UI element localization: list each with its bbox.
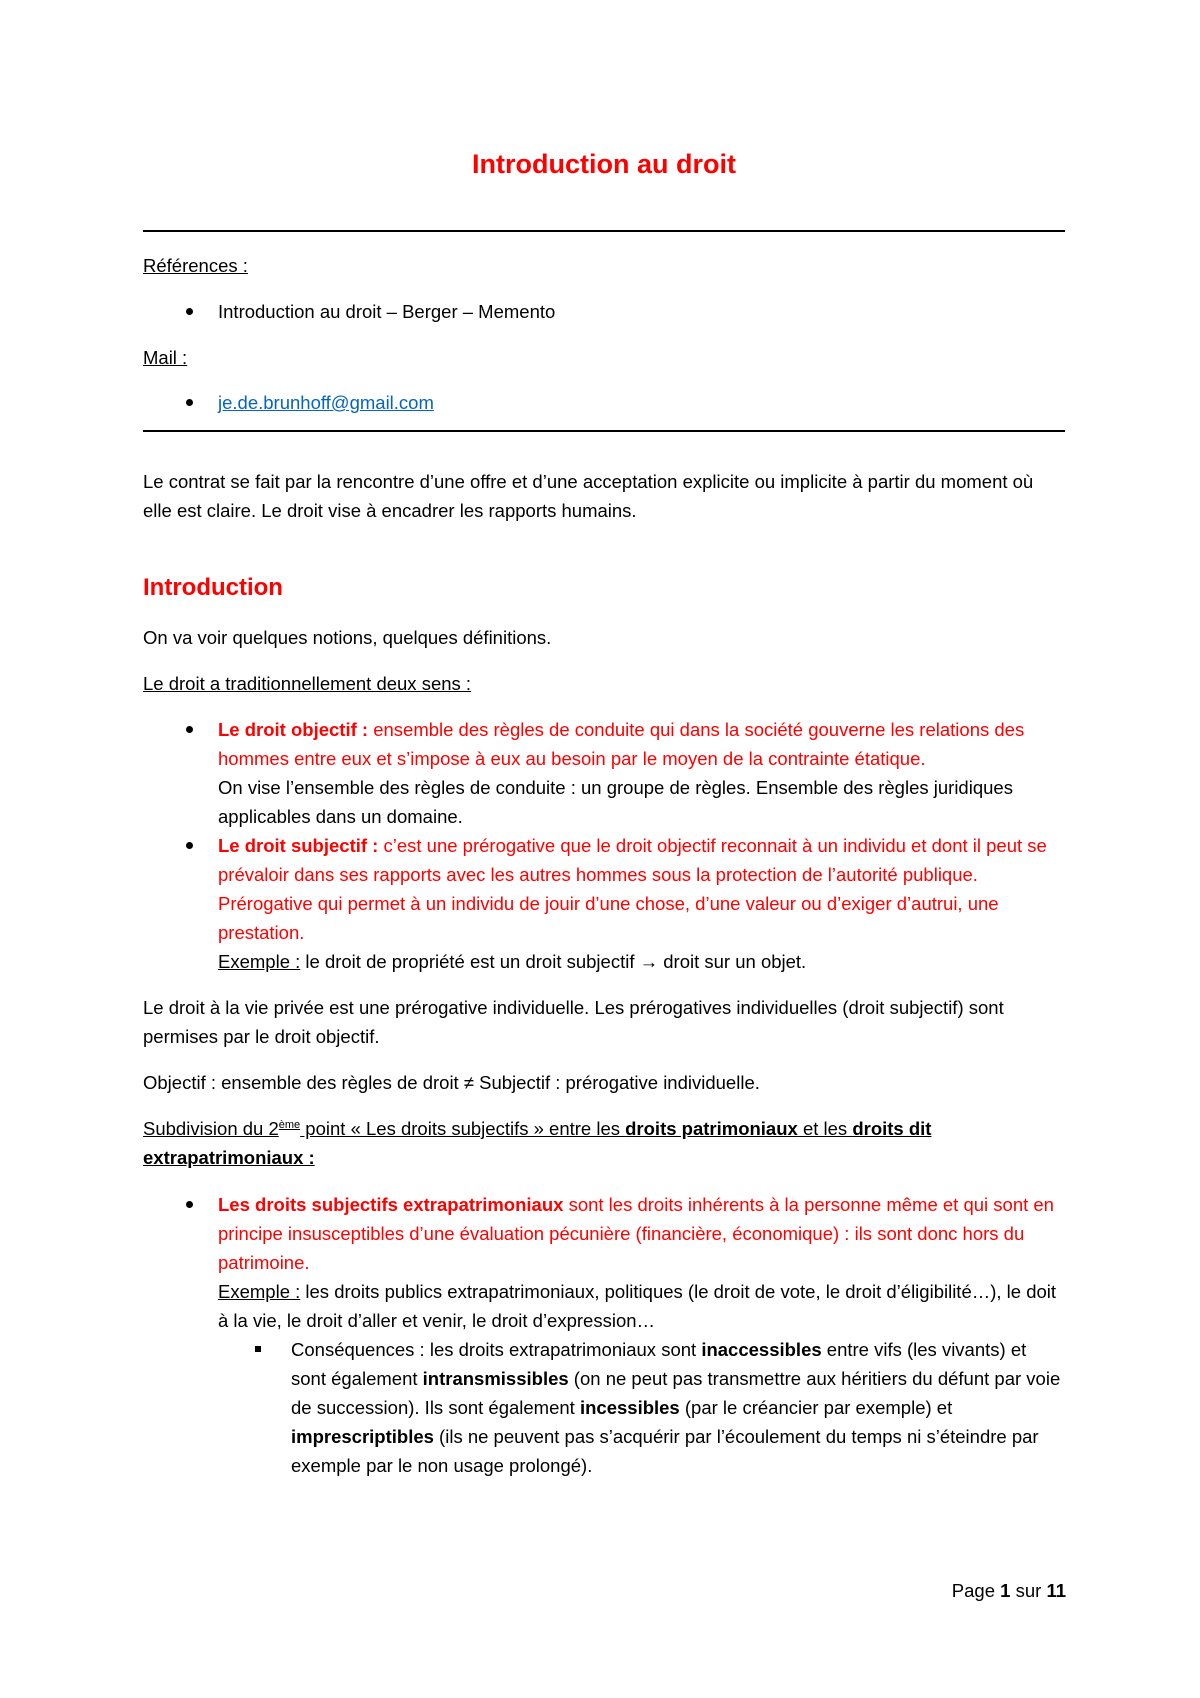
subdivision-sup: ème <box>278 1118 301 1131</box>
bullet-icon <box>186 842 193 849</box>
consequences-text <box>291 1335 1065 1480</box>
footer-of-word: sur <box>1015 1580 1042 1601</box>
subdivision-text-1: Subdivision du 2 <box>143 1118 279 1139</box>
square-bullet-icon <box>255 1346 261 1352</box>
references-label: Références : <box>143 255 248 276</box>
mail-label: Mail : <box>143 347 188 368</box>
consequences-text-1: Conséquences : les droits extrapatrimoniaux sont <box>291 1339 702 1360</box>
bullet-icon <box>186 308 193 315</box>
consequences-bold-1: inaccessibles <box>701 1339 822 1360</box>
section-heading: Introduction <box>143 574 283 601</box>
bullet-icon <box>186 726 193 733</box>
droit-objectif-definition: ensemble des règles de conduite qui dans la société gouverne les relations des hommes entre eux et s’impose à eux au besoin par le moyen de la contrainte étatique. <box>218 719 1025 769</box>
intro-paragraph: Le contrat se fait par la rencontre d’une offre et d’une acceptation explicite ou implicite à partir du moment où elle est claire. Le droit vise à encadrer les rapports humains. <box>143 471 1034 521</box>
consequences-bold-2: intransmissibles <box>422 1368 569 1389</box>
footer-page-word: Page <box>951 1580 996 1601</box>
droit-objectif-note: On vise l’ensemble des règles de conduite : un groupe de règles. Ensemble des règles juridiques applicables dans un domaine. <box>218 777 1013 827</box>
footer-current-page: 1 <box>1000 1580 1011 1601</box>
droit-objectif-term: Le droit objectif : <box>218 719 369 740</box>
droit-subjectif-term: Le droit subjectif : <box>218 835 379 856</box>
extrapatrimoniaux-definition: sont les droits inhérents à la personne même et qui sont en principe insusceptibles d’une évaluation pécunière (financière, économique) : ils sont donc hors du patrimoine. <box>218 1194 1054 1273</box>
document-title: Introduction au droit <box>472 149 736 179</box>
paragraph-subdivision <box>143 1114 1065 1172</box>
extrapatrimoniaux-example: les droits publics extrapatrimoniaux, politiques (le droit de vote, le droit d’éligibilité…), le doit à la vie, le droit d’aller et venir, le droit d’expression… <box>218 1281 1057 1331</box>
consequences-text-5: (ils ne peuvent pas s’acquérir par l’écoulement du temps ni s’éteindre par exemple par le non usage prolongé). <box>291 1426 1039 1476</box>
subdivision-bold-1: droits patrimoniaux <box>625 1118 798 1139</box>
footer-total-pages: 11 <box>1046 1580 1066 1601</box>
consequences-text-4: (par le créancier par exemple) et <box>679 1397 953 1418</box>
consequences-text-2: entre vifs (les vivants) et sont également <box>291 1339 1027 1389</box>
droit-subjectif-example: le droit de propriété est un droit subjectif → droit sur un objet. <box>300 951 807 972</box>
paragraph-objectif-subjectif: Objectif : ensemble des règles de droit ≠ Subjectif : prérogative individuelle. <box>143 1072 760 1093</box>
subdivision-text-3: et les <box>797 1118 853 1139</box>
example-label: Exemple : <box>218 951 301 972</box>
example-label: Exemple : <box>218 1281 301 1302</box>
bullet-icon <box>186 1201 193 1208</box>
extrapatrimoniaux-text <box>218 1190 1065 1335</box>
extrapatrimoniaux-term: Les droits subjectifs extrapatrimoniaux <box>218 1194 564 1215</box>
subdivision-bold-2: droits dit extrapatrimoniaux : <box>143 1118 932 1168</box>
bullet-icon <box>186 399 193 406</box>
top-rule <box>143 230 1065 232</box>
bottom-rule <box>143 430 1065 432</box>
subdivision-text-2: point « Les droits subjectifs » entre les <box>300 1118 626 1139</box>
consequences-text-3: (on ne peut pas transmettre aux héritiers du défunt par voie de succession). Ils sont également <box>291 1368 1061 1418</box>
page-footer <box>952 1576 1066 1605</box>
paragraph-notions: On va voir quelques notions, quelques définitions. <box>143 627 552 648</box>
droit-subjectif-definition: c’est une prérogative que le droit objectif reconnait à un individu et dont il peut se prévaloir dans ses rapports avec les autres hommes sous la protection de l’autorité publique. Prérogative qui permet à un individu de jouir d’une chose, d’une valeur ou d’exiger d’autrui, une prestation. <box>218 835 1047 943</box>
reference-text: Introduction au droit – Berger – Memento <box>218 301 556 322</box>
paragraph-vie-privee: Le droit à la vie privée est une prérogative individuelle. Les prérogatives individuelles (droit subjectif) sont permises par le droit objectif. <box>143 997 1004 1047</box>
email-link[interactable]: je.de.brunhoff@gmail.com <box>218 392 434 413</box>
paragraph-deux-sens: Le droit a traditionnellement deux sens : <box>143 673 472 694</box>
consequences-bold-4: imprescriptibles <box>291 1426 434 1447</box>
droit-subjectif-text <box>218 831 1065 976</box>
droit-objectif-text <box>218 715 1065 831</box>
consequences-bold-3: incessibles <box>579 1397 680 1418</box>
